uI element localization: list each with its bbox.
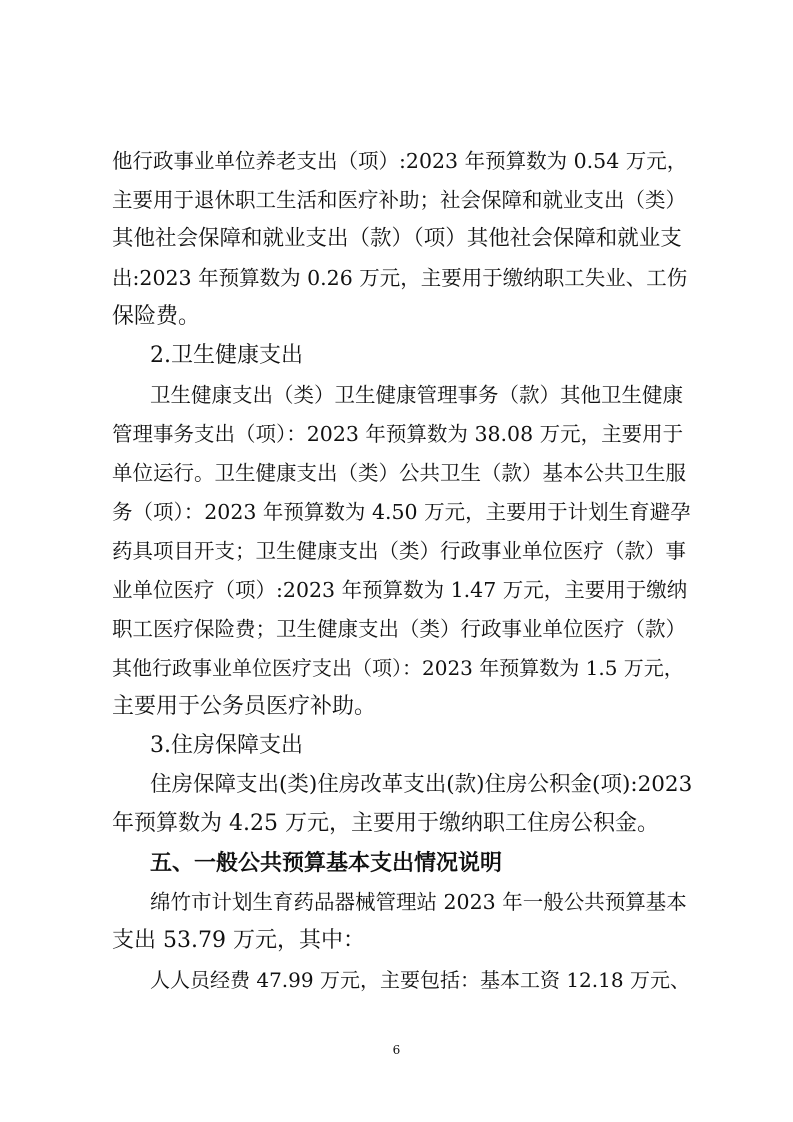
text-line: 人人员经费 47.99 万元，主要包括：基本工资 12.18 万元、 [150,968,690,992]
text-line: 其他行政事业单位医疗支出（项）：2023 年预算数为 1.5 万元， [112,656,684,680]
text-line: 主要用于公务员医疗补助。 [112,694,377,719]
section-title: 五、一般公共预算基本支出情况说明 [150,850,503,876]
text-line: 药具项目开支；卫生健康支出（类）行政事业单位医疗（款）事 [112,539,686,563]
text-line: 单位运行。卫生健康支出（类）公共卫生（款）基本公共卫生服 [112,461,686,485]
page-number: 6 [392,1043,401,1057]
text-line: 支出 53.79 万元，其中： [112,928,365,953]
text-line: 他行政事业单位养老支出（项）:2023 年预算数为 0.54 万元， [112,149,688,173]
section-heading: 3.住房保障支出 [150,733,303,758]
text-line: 出:2023 年预算数为 0.26 万元，主要用于缴纳职工失业、工伤 [112,266,688,290]
section-heading: 2.卫生健康支出 [150,343,303,368]
text-line: 住房保障支出(类)住房改革支出(款)住房公积金(项):2023 [150,772,692,797]
text-line: 主要用于退休职工生活和医疗补助；社会保障和就业支出（类） [112,188,686,212]
text-line: 职工医疗保险费；卫生健康支出（类）行政事业单位医疗（款） [112,617,686,641]
text-line: 年预算数为 4.25 万元，主要用于缴纳职工住房公积金。 [112,811,659,836]
text-line: 务（项）：2023 年预算数为 4.50 万元，主要用于计划生育避孕 [112,500,691,524]
text-line: 保险费。 [112,304,201,329]
text-line: 业单位医疗（项）:2023 年预算数为 1.47 万元，主要用于缴纳 [112,578,688,602]
text-line: 绵竹市计划生育药品器械管理站 2023 年一般公共预算基本 [150,890,687,914]
text-line: 卫生健康支出（类）卫生健康管理事务（款）其他卫生健康 [150,383,683,407]
text-line: 管理事务支出（项）：2023 年预算数为 38.08 万元，主要用于 [112,422,684,446]
text-line: 其他社会保障和就业支出（款）（项）其他社会保障和就业支 [112,226,682,251]
